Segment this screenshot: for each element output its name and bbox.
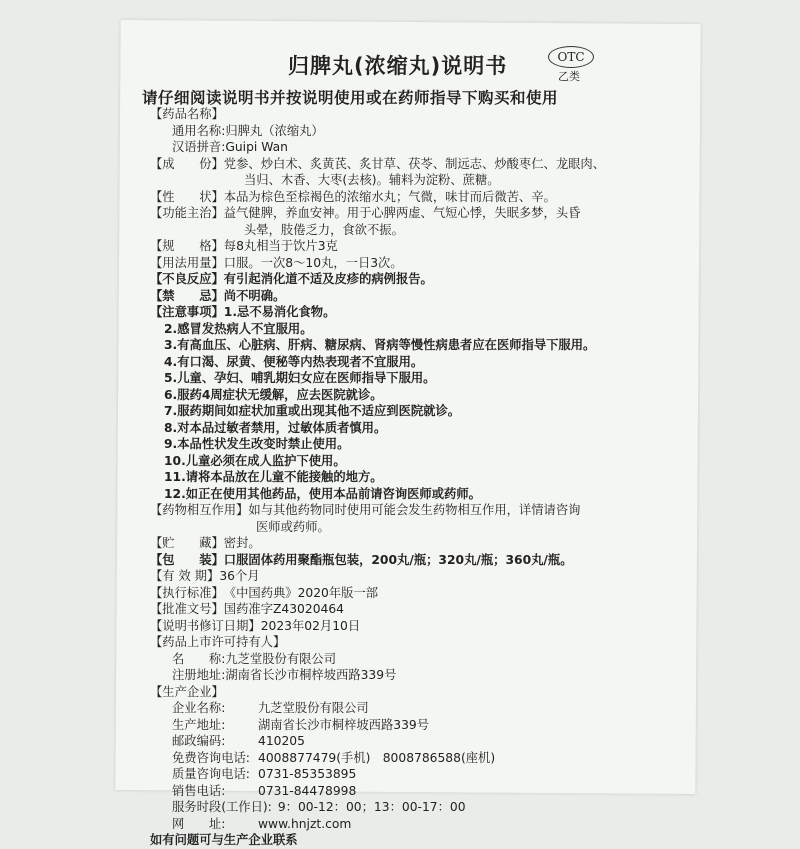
manufacturer-row-label: 邮政编码: xyxy=(172,734,226,748)
generic-name-row: 通用名称: 归脾丸（浓缩丸） xyxy=(172,123,324,138)
manufacturer-row-label: 质量咨询电话: xyxy=(172,767,250,781)
holder-address-row: 注册地址: 湖南省长沙市桐梓坡西路339号 xyxy=(172,668,397,682)
precautions-row: 【注意事项】 1.忌不易消化食物。 xyxy=(150,305,336,319)
precaution-list xyxy=(150,321,670,503)
manufacturer-row xyxy=(150,816,670,833)
manufacturer-row xyxy=(150,733,670,750)
manufacturer-row xyxy=(150,799,670,816)
manufacturer-row-label: 销售电话: xyxy=(172,783,226,798)
manufacturer-row-value: 410205 xyxy=(258,734,305,748)
approval-row: 【批准文号】 国药准字Z43020464 xyxy=(150,602,344,616)
precaution-item: 11.请将本品放在儿童不能接触的地方。 xyxy=(164,470,383,484)
ingredients-row-cont: 当归、木香、大枣(去核)。辅料为淀粉、蔗糖。 xyxy=(244,173,500,187)
drug-name-heading: 【药品名称】 xyxy=(150,107,224,121)
holder-name-row: 名 称: 九芝堂股份有限公司 xyxy=(172,651,337,666)
ingredients-row: 【成 份】 党参、炒白术、炙黄芪、炙甘草、茯苓、制远志、炒酸枣仁、龙眼肉、 xyxy=(150,156,606,171)
manufacturer-row xyxy=(150,717,670,734)
holder-heading: 【药品上市许可持有人】 xyxy=(150,635,286,649)
precaution-item: 5.儿童、孕妇、哺乳期妇女应在医师指导下服用。 xyxy=(164,371,436,385)
indications-row: 【功能主治】 益气健脾，养血安神。用于心脾两虚、气短心悸，失眠多梦，头昏 xyxy=(150,206,581,220)
manufacturer-list xyxy=(150,700,670,832)
manufacturer-row-label: 生产地址: xyxy=(172,717,226,732)
pinyin-row: 汉语拼音: Guipi Wan xyxy=(172,140,288,154)
manufacturer-row-value: 九芝堂股份有限公司 xyxy=(258,701,369,715)
contraindication-row: 【禁 忌】 尚不明确。 xyxy=(150,288,286,303)
leaflet-body xyxy=(150,106,670,849)
standard-row: 【执行标准】 《中国药典》2020年版一部 xyxy=(150,585,379,600)
reading-notice: 请仔细阅读说明书并按说明使用或在药师指导下购买和使用 xyxy=(142,89,559,107)
manufacturer-row-value: 4008877479(手机) 8008786588(座机) xyxy=(258,750,496,765)
precaution-item: 9.本品性状发生改变时禁止使用。 xyxy=(164,437,350,451)
otc-class-label: 乙类 xyxy=(558,70,580,83)
character-row: 【性 状】 本品为棕色至棕褐色的浓缩水丸；气微，味甘而后微苦、辛。 xyxy=(150,189,556,204)
package-row: 【包 装】 口服固体药用聚酯瓶包装，200丸/瓶；320丸/瓶；360丸/瓶。 xyxy=(150,552,573,567)
usage-row: 【用法用量】 口服。一次8～10丸，一日3次。 xyxy=(150,255,403,270)
precaution-item: 12.如正在使用其他药品，使用本品前请咨询医师或药师。 xyxy=(164,486,481,501)
manufacturer-row-value: 湖南省长沙市桐梓坡西路339号 xyxy=(258,717,430,732)
validity-row: 【有 效 期】 36个月 xyxy=(150,569,260,583)
otc-badge: OTC xyxy=(548,46,594,68)
manufacturer-row-value: 9：00-12：00；13：00-17：00 xyxy=(277,800,466,814)
document-title: 归脾丸(浓缩丸)说明书 xyxy=(288,54,508,78)
manufacturer-row xyxy=(150,700,670,717)
interactions-row: 【药物相互作用】 如与其他药物同时使用可能会发生药物相互作用，详情请咨询 xyxy=(150,503,581,517)
precaution-item: 10.儿童必须在成人监护下使用。 xyxy=(164,453,346,468)
interactions-row-cont: 医师或药师。 xyxy=(256,519,330,534)
manufacturer-row-label: 网 址: xyxy=(172,816,226,831)
manufacturer-row xyxy=(150,783,670,800)
adverse-row: 【不良反应】 有引起消化道不适及皮疹的病例报告。 xyxy=(150,272,433,286)
manufacturer-row-value: 0731-84478998 xyxy=(258,783,357,798)
precaution-item: 4.有口渴、尿黄、便秘等内热表现者不宜服用。 xyxy=(164,354,424,369)
precaution-item: 7.服药期间如症状加重或出现其他不适应到医院就诊。 xyxy=(164,404,461,418)
manufacturer-heading: 【生产企业】 xyxy=(150,684,224,699)
manufacturer-row-label: 服务时段(工作日): xyxy=(172,800,272,814)
indications-row-cont: 头晕，肢倦乏力，食欲不振。 xyxy=(244,222,404,237)
manufacturer-row xyxy=(150,750,670,767)
revision-row: 【说明书修订日期】 2023年02月10日 xyxy=(150,618,361,633)
storage-row: 【贮 藏】 密封。 xyxy=(150,536,261,550)
spec-row: 【规 格】 每8丸相当于饮片3克 xyxy=(150,239,338,253)
manufacturer-row-value: 0731-85353895 xyxy=(258,767,357,781)
manufacturer-row-label: 企业名称: xyxy=(172,701,226,715)
precaution-item: 2.感冒发热病人不宜服用。 xyxy=(164,321,313,336)
precaution-item: 8.对本品过敏者禁用，过敏体质者慎用。 xyxy=(164,420,387,435)
manufacturer-row xyxy=(150,766,670,783)
manufacturer-row-label: 免费咨询电话: xyxy=(172,750,250,765)
precaution-item: 6.服药4周症状无缓解，应去医院就诊。 xyxy=(164,387,383,402)
header xyxy=(118,36,678,83)
manufacturer-row-value: www.hnjzt.com xyxy=(258,816,352,831)
footer-contact: 如有问题可与生产企业联系 xyxy=(150,833,298,847)
precaution-item: 3.有高血压、心脏病、肝病、糖尿病、肾病等慢性病患者应在医师指导下服用。 xyxy=(164,338,596,352)
